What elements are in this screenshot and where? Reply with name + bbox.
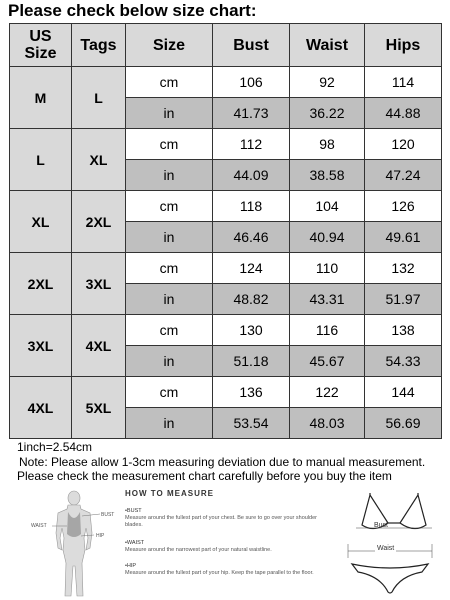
hips-cell: 114 <box>365 67 442 98</box>
unit-cell: cm <box>126 67 213 98</box>
us-size-cell: 3XL <box>10 315 72 377</box>
unit-cell: cm <box>126 191 213 222</box>
bust-cell: 106 <box>213 67 290 98</box>
waist-instruction-head: •WAIST <box>125 540 145 546</box>
bust-cell: 48.82 <box>213 284 290 315</box>
bust-cell: 118 <box>213 191 290 222</box>
bikini-top-diagram <box>348 493 440 543</box>
waist-cell: 45.67 <box>290 346 365 377</box>
unit-cell: in <box>126 98 213 129</box>
bust-instruction-text: Measure around the fullest part of your chest. Be sure to go over your shoulder blades. <box>125 515 317 528</box>
table-row <box>10 315 442 346</box>
header-tags: Tags <box>72 24 126 67</box>
how-to-measure-title: HOW TO MEASURE <box>125 489 214 498</box>
unit-cell: in <box>126 346 213 377</box>
waist-cell: 36.22 <box>290 98 365 129</box>
hips-cell: 138 <box>365 315 442 346</box>
header-size: Size <box>126 24 213 67</box>
unit-cell: cm <box>126 315 213 346</box>
waist-cell: 40.94 <box>290 222 365 253</box>
table-header-row <box>10 24 442 67</box>
figure-bust-label: BUST <box>101 512 115 518</box>
figure-head <box>68 491 80 505</box>
header-waist: Waist <box>290 24 365 67</box>
hips-cell: 47.24 <box>365 160 442 191</box>
us-size-cell: M <box>10 67 72 129</box>
waist-instruction-text: Measure around the narrowest part of your natural waistline. <box>125 547 272 553</box>
us-size-cell: 2XL <box>10 253 72 315</box>
tag-cell: 5XL <box>72 377 126 439</box>
conversion-note: 1inch=2.54cm <box>17 440 93 454</box>
header-hips: Hips <box>365 24 442 67</box>
check-note: Please check the measurement chart carefully before you buy the item <box>17 469 392 483</box>
hips-cell: 54.33 <box>365 346 442 377</box>
unit-cell: cm <box>126 253 213 284</box>
bust-cell: 130 <box>213 315 290 346</box>
hips-cell: 56.69 <box>365 408 442 439</box>
hips-cell: 144 <box>365 377 442 408</box>
tag-cell: L <box>72 67 126 129</box>
us-size-cell: 4XL <box>10 377 72 439</box>
table-row <box>10 129 442 160</box>
hips-cell: 132 <box>365 253 442 284</box>
header-us-size: US Size <box>10 24 72 67</box>
hips-cell: 44.88 <box>365 98 442 129</box>
unit-cell: in <box>126 408 213 439</box>
table-row <box>10 67 442 98</box>
hips-cell: 51.97 <box>365 284 442 315</box>
hip-instruction-head: •HIP <box>125 563 137 569</box>
tag-cell: 3XL <box>72 253 126 315</box>
bust-cell: 112 <box>213 129 290 160</box>
bikini-right-cup <box>400 495 426 529</box>
waist-cell: 48.03 <box>290 408 365 439</box>
waist-instruction <box>125 540 325 554</box>
unit-cell: cm <box>126 377 213 408</box>
hips-cell: 126 <box>365 191 442 222</box>
bust-cell: 53.54 <box>213 408 290 439</box>
diagram-waist-label: Waist <box>377 545 395 552</box>
waist-cell: 98 <box>290 129 365 160</box>
bust-cell: 46.46 <box>213 222 290 253</box>
figure-waist-label: WAIST <box>31 523 47 529</box>
waist-cell: 110 <box>290 253 365 284</box>
size-chart-table <box>9 23 442 439</box>
unit-cell: in <box>126 160 213 191</box>
deviation-note: Note: Please allow 1-3cm measuring deviation due to manual measurement. <box>19 455 426 469</box>
unit-cell: in <box>126 284 213 315</box>
us-size-cell: L <box>10 129 72 191</box>
body-figure-illustration <box>24 488 124 600</box>
bust-instruction-head: •BUST <box>125 508 142 514</box>
hips-cell: 120 <box>365 129 442 160</box>
waist-cell: 38.58 <box>290 160 365 191</box>
waist-cell: 104 <box>290 191 365 222</box>
page-title: Please check below size chart: <box>8 1 257 20</box>
waist-cell: 122 <box>290 377 365 408</box>
hip-instruction <box>125 563 325 577</box>
bust-cell: 51.18 <box>213 346 290 377</box>
hips-cell: 49.61 <box>365 222 442 253</box>
table-row <box>10 253 442 284</box>
tag-cell: 4XL <box>72 315 126 377</box>
us-size-cell: XL <box>10 191 72 253</box>
waist-cell: 116 <box>290 315 365 346</box>
tag-cell: XL <box>72 129 126 191</box>
unit-cell: cm <box>126 129 213 160</box>
bikini-bottom-shape <box>352 564 428 593</box>
table-row <box>10 377 442 408</box>
table-row <box>10 191 442 222</box>
bust-instruction <box>125 508 325 529</box>
bust-cell: 44.09 <box>213 160 290 191</box>
unit-cell: in <box>126 222 213 253</box>
bust-cell: 136 <box>213 377 290 408</box>
waist-cell: 92 <box>290 67 365 98</box>
bust-cell: 41.73 <box>213 98 290 129</box>
diagram-bust-label: Bust <box>374 522 389 529</box>
figure-hip-label: HIP <box>96 533 105 539</box>
header-bust: Bust <box>213 24 290 67</box>
tag-cell: 2XL <box>72 191 126 253</box>
waist-cell: 43.31 <box>290 284 365 315</box>
hip-instruction-text: Measure around the fullest part of your hip. Keep the tape parallel to the floor. <box>125 570 314 576</box>
bust-cell: 124 <box>213 253 290 284</box>
